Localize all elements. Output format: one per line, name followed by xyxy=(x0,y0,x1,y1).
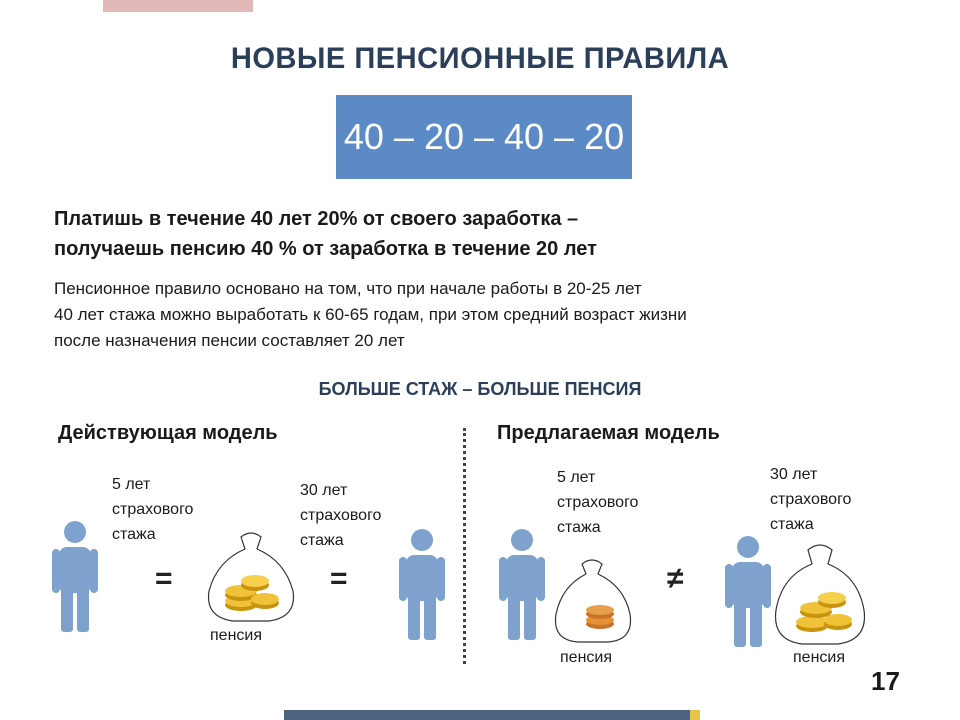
money-bag-icon xyxy=(772,540,868,648)
proposed-right-experience: стажа xyxy=(770,516,814,533)
slide-title: НОВЫЕ ПЕНСИОННЫЕ ПРАВИЛА xyxy=(230,42,730,75)
person-icon xyxy=(52,520,98,632)
current-model-title: Действующая модель xyxy=(58,422,278,444)
formula-text: 40 – 20 – 40 – 20 xyxy=(343,116,625,157)
rule-line-1: Платишь в течение 40 лет 20% от своего заработка – xyxy=(54,208,579,230)
current-right-years: 30 лет xyxy=(300,482,348,499)
page-number: 17 xyxy=(871,666,900,696)
bottom-accent-mark xyxy=(690,710,700,720)
rule-line-2: получаешь пенсию 40 % от заработка в течение 20 лет xyxy=(54,238,597,260)
pension-label-proposed-left: пенсия xyxy=(560,649,612,666)
current-right-label xyxy=(300,478,381,553)
current-right-insurance: страхового xyxy=(300,507,382,524)
not-equal-sign: ≠ xyxy=(667,562,684,595)
current-left-years: 5 лет xyxy=(112,476,151,493)
money-bag-icon xyxy=(550,556,636,646)
proposed-right-insurance: страхового xyxy=(770,491,852,508)
formula-box xyxy=(336,95,632,179)
models-divider xyxy=(463,428,466,664)
pension-label-proposed-right: пенсия xyxy=(793,649,845,666)
explanation-line-2: 40 лет стажа можно выработать к 60-65 годам, при этом средний возраст жизни xyxy=(54,305,687,324)
slogan: БОЛЬШЕ СТАЖ – БОЛЬШЕ ПЕНСИЯ xyxy=(318,379,642,399)
person-icon xyxy=(725,535,771,647)
current-left-insurance: страхового xyxy=(112,501,194,518)
proposed-left-years: 5 лет xyxy=(557,469,596,486)
proposed-left-experience: стажа xyxy=(557,519,601,536)
pension-label-current: пенсия xyxy=(210,627,262,644)
equals-sign-right: = xyxy=(330,562,348,595)
top-accent-bar xyxy=(103,0,253,12)
current-left-label xyxy=(112,472,193,547)
bottom-accent-bar xyxy=(284,710,698,720)
person-icon xyxy=(499,528,545,640)
proposed-right-label xyxy=(770,462,851,537)
current-right-experience: стажа xyxy=(300,532,344,549)
explanation-line-3: после назначения пенсии составляет 20 лет xyxy=(54,331,405,350)
proposed-left-insurance: страхового xyxy=(557,494,639,511)
explanation-line-1: Пенсионное правило основано на том, что при начале работы в 20-25 лет xyxy=(54,279,642,298)
money-bag-icon xyxy=(203,527,299,625)
person-icon xyxy=(399,528,445,640)
proposed-left-label xyxy=(557,465,638,540)
proposed-right-years: 30 лет xyxy=(770,466,818,483)
current-left-experience: стажа xyxy=(112,526,156,543)
equals-sign-left: = xyxy=(155,562,173,595)
proposed-model-title: Предлагаемая модель xyxy=(497,422,720,444)
